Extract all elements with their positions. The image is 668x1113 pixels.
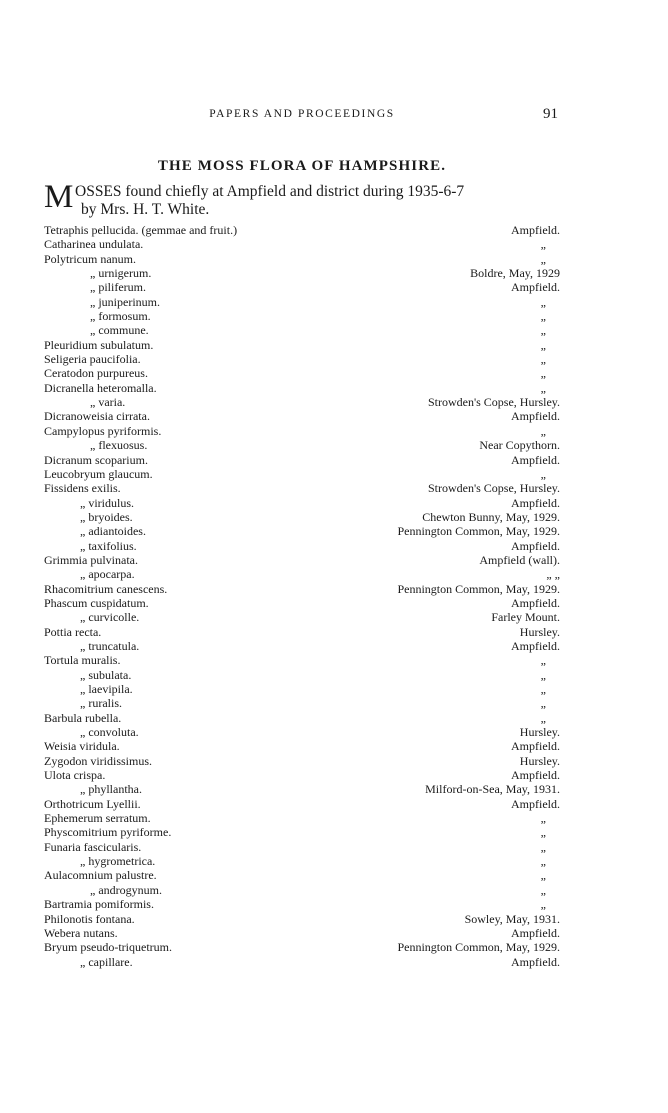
species-name: Tortula muralis. [44,653,121,668]
species-name: Bartramia pomiformis. [44,897,154,912]
list-item [44,453,560,467]
list-item [44,768,560,782]
species-name: Pleuridium subulatum. [44,337,154,352]
list-item [44,825,560,839]
species-name: Grimmia pulvinata. [44,552,138,567]
species-location: Strowden's Copse, Hursley. [427,481,560,496]
species-location: „ [540,352,546,367]
list-item [44,811,560,825]
species-name: Physcomitrium pyriforme. [44,825,172,840]
species-name: Funaria fascicularis. [44,839,142,854]
species-name: Weisia viridula. [44,739,120,754]
list-item [44,696,560,710]
page-header [44,106,560,126]
species-location: Farley Mount. [491,610,560,625]
species-location: Strowden's Copse, Hursley. [427,395,560,410]
running-head: PAPERS AND PROCEEDINGS [209,108,395,120]
list-item [44,539,560,553]
list-item [44,868,560,882]
species-location: Ampfield (wall). [479,552,560,567]
species-location: „ [540,682,546,696]
species-name: Philonotis fontana. [44,911,135,926]
species-name: Seligeria paucifolia. [44,352,141,367]
list-item [44,840,560,854]
drop-cap: M [44,179,74,215]
list-item [44,668,560,682]
species-name: „ varia. [90,395,126,410]
list-item [44,625,560,639]
list-item [44,682,560,696]
species-name: „ convoluta. [80,725,139,740]
species-location: „ [540,839,546,854]
list-item [44,252,560,266]
species-name: „ flexuosus. [90,438,148,453]
list-item [44,481,560,495]
list-item [44,797,560,811]
list-item [44,596,560,610]
list-item [44,438,560,452]
species-name: Dicranoweisia cirrata. [44,409,150,424]
species-name: Leucobryum glaucum. [44,466,153,481]
species-location: Boldre, May, 1929 [470,266,560,281]
species-location: „ [540,251,546,266]
list-item [44,409,560,423]
species-name: Aulacomnium palustre. [44,868,157,883]
species-location: Ampfield. [511,768,560,783]
species-location: Chewton Bunny, May, 1929. [422,509,560,524]
species-name: „ androgynum. [90,882,162,897]
list-item [44,582,560,596]
list-item [44,610,560,624]
species-name: „ curvicolle. [80,610,140,625]
list-item [44,424,560,438]
list-item [44,366,560,380]
species-name: „ apocarpa. [80,567,135,582]
species-name: „ ruralis. [80,696,122,711]
species-name: Webera nutans. [44,925,118,940]
species-location: Ampfield. [511,954,560,969]
list-item [44,912,560,926]
species-location: Ampfield. [511,739,560,754]
intro-paragraph [44,180,560,220]
species-name: Catharinea undulata. [44,237,144,252]
moss-list [44,223,560,969]
species-name: „ hygrometrica. [80,854,156,869]
species-name: „ adiantoides. [80,524,146,539]
article-title: THE MOSS FLORA OF HAMPSHIRE. [157,158,447,174]
species-name: „ urnigerum. [90,266,152,281]
species-name: „ phyllantha. [80,782,142,797]
species-location: Milford-on-Sea, May, 1931. [425,782,560,797]
list-item [44,711,560,725]
species-name: Ulota crispa. [44,768,106,783]
species-location: „ [540,868,546,883]
species-name: Pottia recta. [44,624,102,639]
list-item [44,897,560,911]
list-item [44,496,560,510]
species-location: „ [540,653,546,668]
intro-line-1: OSSES found chiefly at Ampfield and district during 1935-6-7 [75,183,465,200]
species-location: Ampfield. [511,409,560,424]
list-item [44,309,560,323]
species-location: „ [540,237,546,252]
species-name: Barbula rubella. [44,710,122,725]
intro-line-2: by Mrs. H. T. White. [81,201,210,218]
species-location: Ampfield. [511,925,560,940]
list-item [44,940,560,954]
list-item [44,223,560,237]
list-item [44,323,560,337]
list-item [44,754,560,768]
species-location: „ [540,380,546,395]
species-location: Ampfield. [511,638,560,653]
species-name: „ viridulus. [80,495,134,510]
species-name: „ piliferum. [90,280,146,295]
species-name: „ commune. [90,323,149,338]
list-item [44,883,560,897]
species-location: „ [540,882,546,897]
species-name: „ subulata. [80,667,132,682]
list-item [44,955,560,969]
list-item [44,295,560,309]
list-item [44,639,560,653]
list-item [44,280,560,294]
species-location: „ „ [546,567,560,582]
list-item [44,782,560,796]
species-location: „ [540,811,546,826]
species-location: Near Copythorn. [479,438,560,453]
species-name: Dicranum scoparium. [44,452,148,467]
species-name: Phascum cuspidatum. [44,595,149,610]
list-item [44,926,560,940]
species-name: Ephemerum serratum. [44,811,151,826]
species-location: Hursley. [519,753,560,768]
list-item [44,381,560,395]
list-item [44,510,560,524]
species-location: „ [540,337,546,352]
species-location: „ [540,466,546,481]
species-location: „ [540,323,546,338]
list-item [44,237,560,251]
species-location: „ [540,825,546,840]
species-location: Ampfield. [511,280,560,295]
species-name: Ceratodon purpureus. [44,366,148,381]
species-location: Hursley. [519,725,560,740]
species-location: Pennington Common, May, 1929. [397,524,560,539]
species-name: Campylopus pyriformis. [44,423,162,438]
species-name: „ truncatula. [80,638,140,653]
list-item [44,467,560,481]
species-location: Ampfield. [511,223,560,237]
list-item [44,725,560,739]
list-item [44,352,560,366]
species-name: Zygodon viridissimus. [44,753,153,768]
species-location: Hursley. [519,624,560,639]
species-location: „ [540,897,546,912]
species-location: Sowley, May, 1931. [464,911,560,926]
species-location: „ [540,696,546,711]
species-name: Orthotricum Lyellii. [44,796,141,811]
species-location: „ [540,294,546,309]
list-item [44,854,560,868]
list-item [44,524,560,538]
list-item [44,338,560,352]
list-item [44,395,560,409]
species-name: „ juniperinum. [90,294,160,309]
species-location: „ [540,423,546,438]
species-location: Ampfield. [511,595,560,610]
species-location: Ampfield. [511,796,560,811]
species-name: „ bryoides. [80,509,133,524]
species-location: Pennington Common, May, 1929. [397,581,560,596]
species-location: „ [540,667,546,682]
species-location: „ [540,309,546,324]
species-name: „ capillare. [80,954,133,969]
species-name: Dicranella heteromalla. [44,380,157,395]
species-name: Rhacomitrium canescens. [44,581,168,596]
list-item [44,567,560,581]
species-location: Pennington Common, May, 1929. [397,940,560,955]
species-name: Bryum pseudo-triquetrum. [44,940,172,955]
species-name: Tetraphis pellucida. (gemmae and fruit.) [44,223,238,237]
list-item [44,553,560,567]
list-item [44,653,560,667]
species-location: Ampfield. [511,452,560,467]
page-number: 91 [543,106,558,122]
species-name: „ laevipila. [80,682,133,696]
species-location: Ampfield. [511,538,560,553]
species-name: „ taxifolius. [80,538,137,553]
list-item [44,739,560,753]
species-location: „ [540,854,546,869]
species-location: Ampfield. [511,495,560,510]
species-location: „ [540,366,546,381]
species-name: „ formosum. [90,309,151,324]
species-location: „ [540,710,546,725]
list-item [44,266,560,280]
species-name: Fissidens exilis. [44,481,121,496]
species-name: Polytricum nanum. [44,251,136,266]
